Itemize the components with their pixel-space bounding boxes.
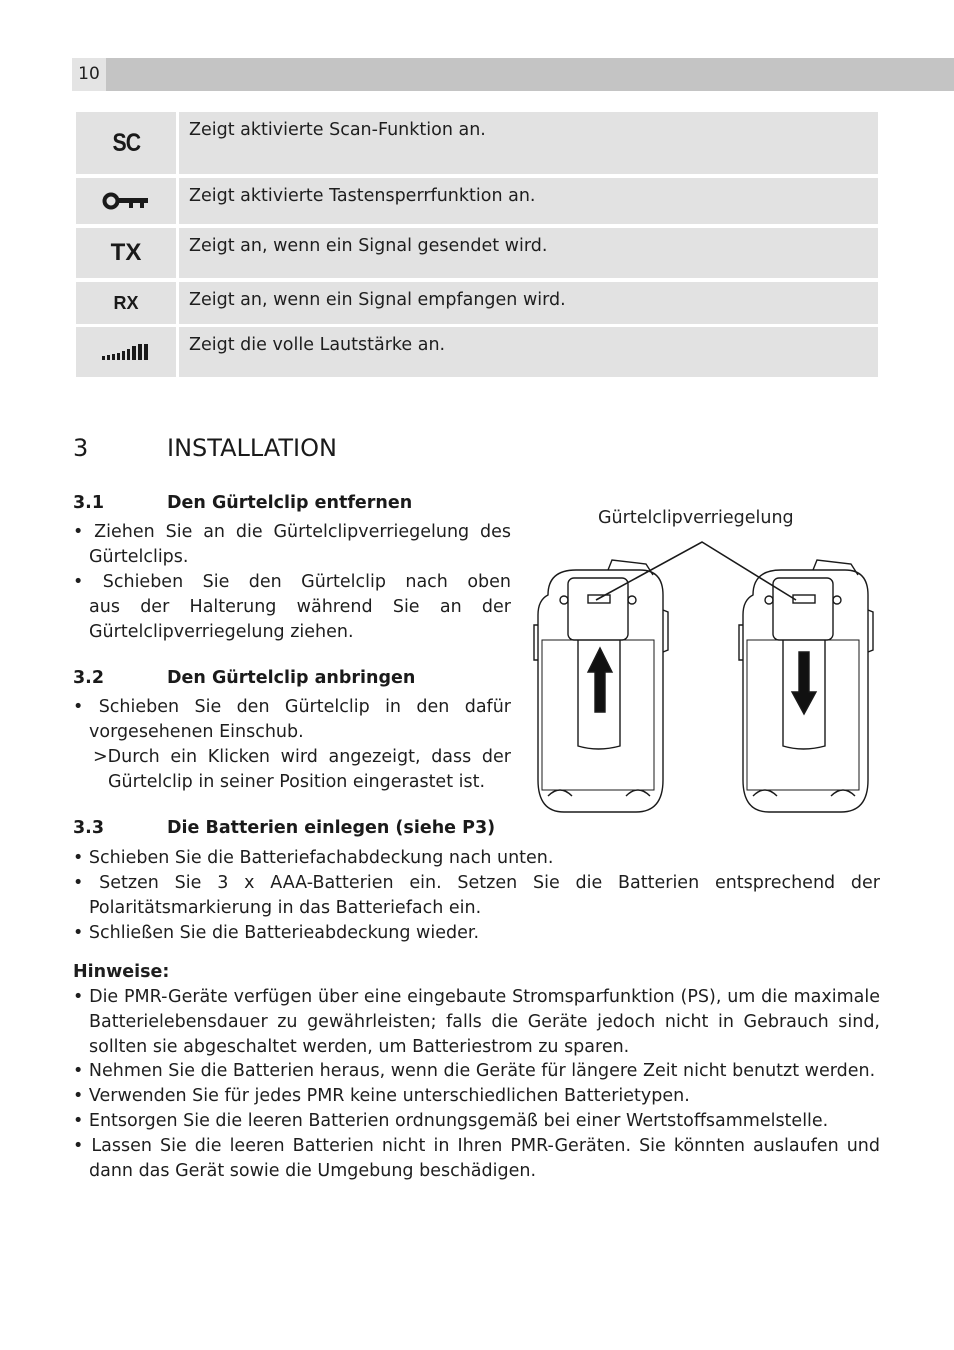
list-item: • Lassen Sie die leeren Batterien nicht in Ihren PMR-Geräten. Sie könnten auslaufen und — [73, 1136, 880, 1156]
subsection-title: Die Batterien einlegen (siehe P3) — [167, 818, 496, 838]
scan-icon: SC — [76, 112, 176, 174]
list-item-continuation: Gürtelclips. — [89, 547, 189, 567]
list-item: • Nehmen Sie die Batterien heraus, wenn die Geräte für längere Zeit nicht benutzt werden. — [73, 1061, 876, 1081]
key-lock-icon — [76, 178, 176, 224]
list-item: • Die PMR-Geräte verfügen über eine eingebaute Stromsparfunktion (PS), um die maximale — [73, 987, 880, 1007]
section-title: INSTALLATION — [167, 434, 337, 462]
subsection-number: 3.1 — [73, 493, 105, 513]
subsection-number: 3.2 — [73, 668, 105, 688]
list-item-continuation: sollten sie abgeschaltet werden, um Batteriestrom zu sparen. — [89, 1037, 630, 1057]
list-item: • Schließen Sie die Batterieabdeckung wieder. — [73, 923, 480, 943]
table-row — [76, 327, 878, 377]
list-item: • Schieben Sie den Gürtelclip nach oben — [73, 572, 511, 592]
list-item-continuation: Polaritätsmarkierung in das Batteriefach ein. — [89, 898, 482, 918]
list-item-continuation: Gürtelclipverriegelung ziehen. — [89, 622, 354, 642]
table-row — [76, 112, 878, 174]
result-item-continuation: Gürtelclip in seiner Position eingerastet ist. — [108, 772, 486, 792]
device-right — [739, 560, 873, 812]
diagram-label: Gürtelclipverriegelung — [598, 508, 794, 528]
list-item-continuation: aus der Halterung während Sie an der — [89, 597, 511, 617]
subsection-title: Den Gürtelclip entfernen — [167, 493, 413, 513]
table-row — [76, 228, 878, 278]
list-item: • Schieben Sie den Gürtelclip in den dafür — [73, 697, 511, 717]
list-item-continuation: dann das Gerät sowie die Umgebung beschädigen. — [89, 1161, 537, 1181]
result-item: >Durch ein Klicken wird angezeigt, dass der — [93, 747, 511, 767]
list-item: • Ziehen Sie an die Gürtelclipverriegelung des — [73, 522, 511, 542]
transmit-icon: TX — [76, 228, 176, 278]
symbol-description: Zeigt aktivierte Tastensperrfunktion an. — [179, 178, 878, 224]
list-item: • Entsorgen Sie die leeren Batterien ordnungsgemäß bei einer Wertstoffsammelstelle. — [73, 1111, 829, 1131]
volume-bars-icon — [76, 327, 176, 377]
subsection-title: Den Gürtelclip anbringen — [167, 668, 416, 688]
header-bar — [72, 58, 954, 91]
page-number: 10 — [72, 58, 106, 91]
symbol-description: Zeigt an, wenn ein Signal gesendet wird. — [179, 228, 878, 278]
list-item: • Schieben Sie die Batteriefachabdeckung nach unten. — [73, 848, 554, 868]
list-item-continuation: Batterielebensdauer zu gewährleisten; falls die Geräte jedoch nicht in Gebrauch sind, — [89, 1012, 880, 1032]
table-row — [76, 178, 878, 224]
notes-title: Hinweise: — [73, 962, 170, 982]
section-number: 3 — [73, 434, 89, 462]
table-row — [76, 282, 878, 324]
list-item: • Setzen Sie 3 x AAA-Batterien ein. Setzen Sie die Batterien entsprechend der — [73, 873, 880, 893]
receive-icon: RX — [76, 282, 176, 324]
symbol-description: Zeigt die volle Lautstärke an. — [179, 327, 878, 377]
symbol-description: Zeigt aktivierte Scan-Funktion an. — [179, 112, 878, 174]
subsection-number: 3.3 — [73, 818, 105, 838]
list-item: • Verwenden Sie für jedes PMR keine unterschiedlichen Batterietypen. — [73, 1086, 690, 1106]
list-item-continuation: vorgesehenen Einschub. — [89, 722, 304, 742]
belt-clip-diagram — [528, 500, 888, 830]
symbol-description: Zeigt an, wenn ein Signal empfangen wird. — [179, 282, 878, 324]
